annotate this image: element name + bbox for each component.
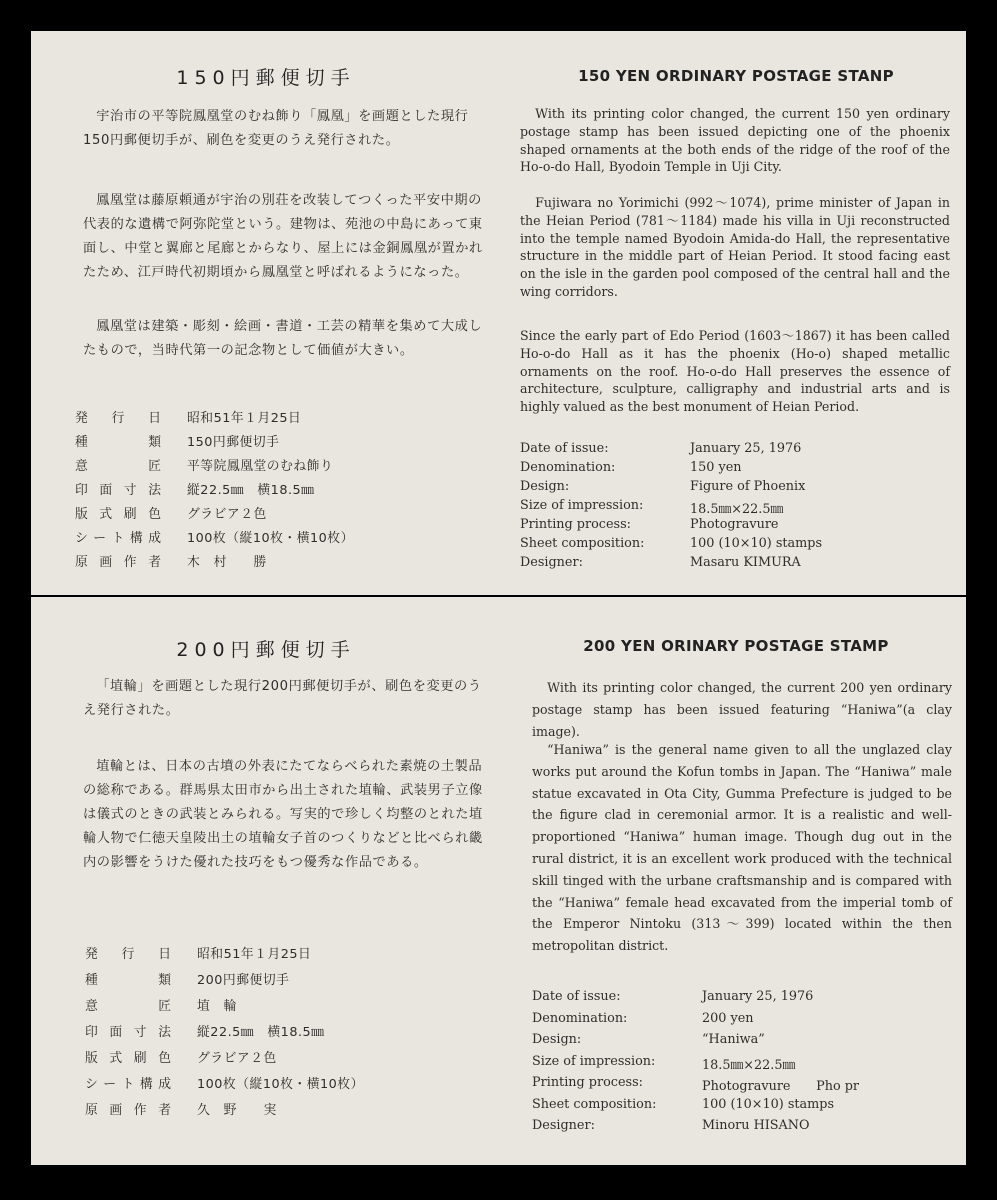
detail-value: 100 (10×10) stamps <box>702 1096 835 1112</box>
detail-label: シート構成 <box>85 1077 171 1092</box>
detail-value: グラビア２色 <box>187 507 267 522</box>
detail-value: 久 野 実 <box>197 1103 277 1118</box>
stamp-card-200-yen <box>31 597 966 1165</box>
detail-label: 意匠 <box>85 999 171 1014</box>
detail-value: 縦22.5㎜ 横18.5㎜ <box>187 483 315 498</box>
english-paragraph: With its printing color changed, the current 200 yen ordinary postage stamp has been issued featuring “Haniwa”(a clay image). <box>532 680 952 739</box>
detail-label: 原画作者 <box>75 555 161 570</box>
detail-label: Design: <box>520 479 570 494</box>
detail-label: 版式刷色 <box>75 507 161 522</box>
detail-label: 種類 <box>75 435 161 450</box>
detail-label: 印面寸法 <box>75 483 161 498</box>
detail-label: 発行日 <box>75 411 161 426</box>
japanese-paragraph: 宇治市の平等院鳳凰堂のむね飾り「鳳凰」を画題とした現行150円郵便切手が、刷色を変更のうえ発行された。 <box>83 109 469 148</box>
detail-label: 印面寸法 <box>85 1025 171 1040</box>
detail-value: Photogravure <box>690 517 779 532</box>
japanese-paragraph: 鳳凰堂は藤原頼通が宇治の別荘を改装してつくった平安中期の代表的な遺構で阿弥陀堂という。建物は、苑池の中島にあって東面し、中堂と翼廊と尾廊とからなり、屋上には金銅鳳凰が置かれたため、江戸時代初期頃から鳳凰堂と呼ばれるようになった。 <box>83 193 483 280</box>
detail-label: Denomination: <box>520 460 616 475</box>
detail-value: 18.5㎜×22.5㎜ <box>702 1057 796 1073</box>
english-title: 150 YEN ORDINARY POSTAGE STANP <box>578 67 894 85</box>
detail-label: Size of impression: <box>532 1053 656 1069</box>
detail-label: Denomination: <box>532 1010 628 1026</box>
detail-label: Designer: <box>532 1118 595 1133</box>
detail-value: 埴 輪 <box>197 999 237 1014</box>
detail-value: グラビア２色 <box>197 1051 277 1066</box>
detail-value: 木 村 勝 <box>187 555 267 570</box>
english-paragraph: With its printing color changed, the current 150 yen ordinary postage stamp has been issued depicting one of the phoenix shaped ornaments at the both ends of the ridge of the roof of the Ho-o-do Hall, Byodoin Temple in Uji City. <box>520 106 950 175</box>
detail-label: シート構成 <box>75 531 161 546</box>
detail-value: 平等院鳳凰堂のむね飾り <box>187 459 334 474</box>
detail-label: Designer: <box>520 555 583 570</box>
detail-value: 昭和51年１月25日 <box>197 947 312 962</box>
english-paragraph: Since the early part of Edo Period (1603～1867) it has been called Ho-o-do Hall as it has the phoenix (Ho-o) shaped metallic ornaments on the roof. Ho-o-do Hall preserves the essence of architecture, sculpture, calligraphy and industrial arts and is highly valued as the best monument of Heian Period. <box>520 328 950 415</box>
detail-label: 意匠 <box>75 459 161 474</box>
detail-label: Sheet composition: <box>520 536 645 551</box>
detail-value: January 25, 1976 <box>702 989 814 1004</box>
japanese-title: 150円郵便切手 <box>176 67 356 89</box>
detail-label: Sheet composition: <box>532 1096 657 1112</box>
detail-label: Date of issue: <box>520 441 609 456</box>
detail-label: 版式刷色 <box>85 1051 171 1066</box>
detail-value: 150 yen <box>690 460 742 475</box>
japanese-title: 200円郵便切手 <box>176 639 356 661</box>
detail-value: Minoru HISANO <box>702 1118 810 1133</box>
detail-value: 18.5㎜×22.5㎜ <box>690 502 784 517</box>
english-paragraph: “Haniwa” is the general name given to all the unglazed clay works put around the Kofun tombs in Japan. The “Haniwa” male statue excavated in Ota City, Gumma Prefecture is judged to be the figure clad in ceremonial armor. It is a realistic and well-proportioned “Haniwa” human image. Though dug out in the rural district, it is an excellent work produced with the technical skill tinged with the urbane craftsmanship and is compared with the “Haniwa” female head excavated from the imperial tomb of the Emperor Nintoku (313～399) located within the then metropolitan district. <box>532 742 952 954</box>
detail-value: 200円郵便切手 <box>197 973 290 988</box>
detail-value: 100枚（縦10枚・横10枚） <box>187 531 354 546</box>
detail-value: Masaru KIMURA <box>690 555 801 570</box>
english-paragraph: Fujiwara no Yorimichi (992～1074), prime minister of Japan in the Heian Period (781～1184) made his villa in Uji reconstructed into the temple named Byodoin Amida-do Hall, the representative structure in the middle part of Heian Period. It stood facing east on the isle in the garden pool composed of the central hall and the wing corridors. <box>520 195 950 299</box>
detail-value: Photogravure Pho pr <box>702 1079 860 1094</box>
japanese-paragraph: 鳳凰堂は建築・彫刻・絵画・書道・工芸の精華を集めて大成したもので，当時代第一の記念物として価値が大きい。 <box>83 319 483 358</box>
detail-value: January 25, 1976 <box>690 441 802 456</box>
detail-value: 100枚（縦10枚・横10枚） <box>197 1077 364 1092</box>
japanese-paragraph: 「埴輪」を画題とした現行200円郵便切手が、刷色を変更のうえ発行された。 <box>83 679 482 718</box>
detail-label: 原画作者 <box>85 1103 171 1118</box>
detail-value: 昭和51年１月25日 <box>187 411 302 426</box>
detail-label: Size of impression: <box>520 498 644 513</box>
detail-value: Figure of Phoenix <box>690 479 806 494</box>
detail-label: Design: <box>532 1032 582 1047</box>
detail-label: 発行日 <box>85 947 171 962</box>
detail-value: 200 yen <box>702 1010 754 1026</box>
japanese-paragraph: 埴輪とは、日本の古墳の外表にたてならべられた素焼の土製品の総称である。群馬県太田市から出土された埴輪、武装男子立像は儀式のときの武装とみられる。写実的で珍しく均整のとれた埴輪人物で仁徳天皇陵出土の埴輪女子首のつくりなどと比べられ畿内の影響をうけた優れた技巧をもつ優秀な作品である。 <box>83 759 483 870</box>
detail-label: 種類 <box>85 973 171 988</box>
detail-value: 150円郵便切手 <box>187 435 280 450</box>
detail-value: 100 (10×10) stamps <box>690 536 823 551</box>
detail-value: 縦22.5㎜ 横18.5㎜ <box>197 1025 325 1040</box>
english-title: 200 YEN ORINARY POSTAGE STAMP <box>583 637 889 655</box>
detail-label: Printing process: <box>532 1075 643 1090</box>
detail-label: Printing process: <box>520 517 631 532</box>
detail-label: Date of issue: <box>532 989 621 1004</box>
stamp-card-150-yen <box>31 31 966 595</box>
detail-value: “Haniwa” <box>702 1032 765 1047</box>
